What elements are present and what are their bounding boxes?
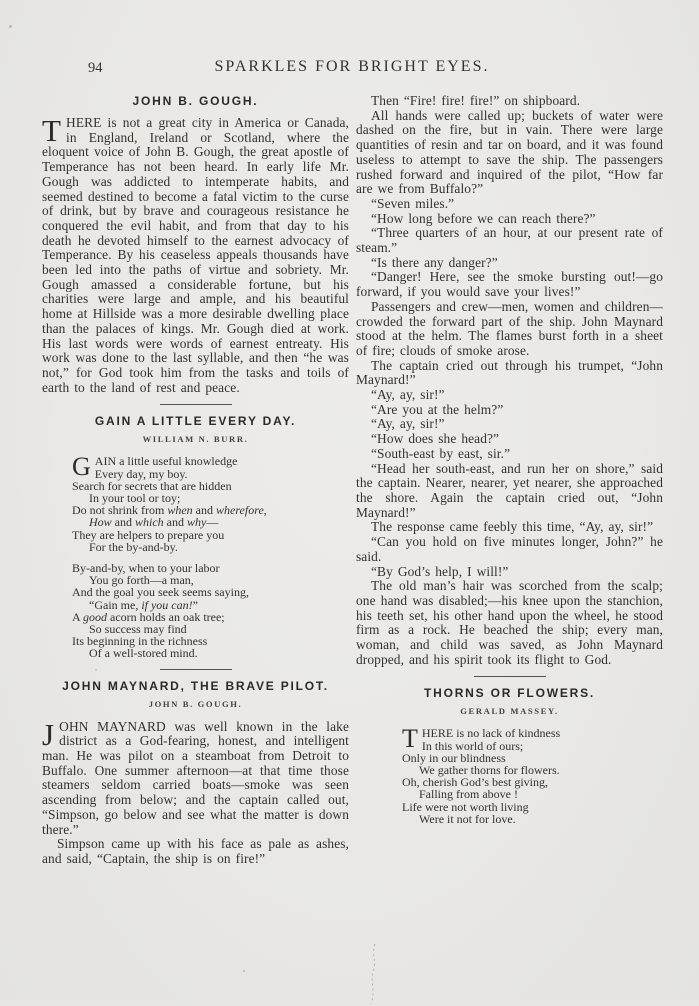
article-title-maynard: JOHN MAYNARD, THE BRAVE PILOT.	[62, 678, 329, 693]
poem-line	[89, 541, 349, 553]
scan-artifact-squiggle	[366, 942, 380, 1006]
poem-italic-text: which	[135, 515, 164, 530]
drop-cap: G	[72, 452, 91, 482]
paragraph: “Head her south-east, and run her on shore,” said the captain. Nearer, nearer, yet nearer, she approached the shore. Again the captain cried out, “John Maynard!”	[356, 460, 663, 520]
poem-gain	[72, 452, 349, 661]
poem-text: AIN a little useful knowledge	[94, 454, 238, 469]
page-number: 94	[88, 60, 103, 76]
drop-cap: T	[402, 724, 418, 754]
poem-text: —	[206, 515, 219, 530]
paragraph: “South-east by east, sir.”	[371, 445, 511, 461]
drop-cap: J	[42, 716, 55, 752]
paragraph: “Are you at the helm?”	[371, 401, 504, 417]
article-title-gough: JOHN B. GOUGH.	[132, 94, 259, 108]
poem-text: Life were not worth living	[402, 799, 529, 814]
poem-text: Every day, my boy.	[94, 466, 188, 481]
right-column	[356, 94, 663, 825]
poem-text: Of a well-stored mind.	[89, 646, 198, 661]
poem-stanza	[72, 562, 349, 660]
paragraph: “Can you hold on five minutes longer, John?” he said.	[356, 534, 663, 564]
article-title-gain: GAIN A LITTLE EVERY DAY.	[94, 414, 297, 429]
section-divider	[474, 676, 546, 677]
page-header	[42, 58, 662, 80]
scan-artifact-speck	[9, 25, 12, 28]
poem-text: So success may find	[89, 622, 187, 636]
paragraph-text: HERE is not a great city in America or Canada, in England, Ireland or Scotland, where the eloquent voice of John B. Gough, the great apostle of Temperance has not been heard. In early life Mr. Gough was addicted to intemperate habits, and seemed destined to become a fatal victim to the curse of drink, but by brave and courageous resistance he conquered the evil habit, and from that day to his death he devoted himself to the earnest advocacy of Temperance. By his ceaseless appeals thousands have been led into the paths of virtue and sobriety. Mr. Gough amassed a considerable fortune, but his charities were large and ample, and his beautiful home at Hillside was a more desirable dwelling place than the palaces of kings. Mr. Gough died at work. His last words were words of earnest entreaty. His work was done to the last syllable, and then “he was not,” for God took him from the tasks and toils of earth to the land of rest and peace.	[42, 115, 349, 395]
poem-text: and	[192, 503, 216, 518]
poem-italic-text: when	[167, 503, 193, 518]
scan-artifact-speck	[95, 669, 97, 671]
paragraph: The response came feebly this time, “Ay, ay, sir!”	[371, 519, 654, 535]
paragraph: Then “Fire! fire! fire!” on shipboard.	[371, 93, 581, 108]
poem-text: Its beginning in the richness	[72, 634, 208, 649]
poem-text: HERE is no lack of kindness	[421, 726, 561, 741]
article-author-thorns: GERALD MASSEY.	[460, 706, 559, 717]
poem-italic-text: if you can!	[141, 597, 193, 612]
article-author-maynard: JOHN B. GOUGH.	[148, 698, 243, 709]
poem-text: By-and-by, when to your labor	[72, 560, 220, 575]
poem-stanza	[72, 452, 349, 554]
poem-italic-text: wherefore	[216, 503, 264, 518]
poem-text: ,	[263, 503, 267, 518]
paragraph-text: OHN MAYNARD was well known in the lake district as a God-fearing, honest, and intelligent man. He was pilot on a steamboat from Detroit to Buffalo. One summer afternoon—at that time those steamers seldom carried boats—smoke was seen ascending from below; and the captain called out, “Simpson, go below and see what the matter is down there.”	[42, 718, 349, 837]
paragraph: “How does she head?”	[371, 431, 500, 447]
paragraph: “Ay, ay, sir!”	[371, 387, 445, 403]
poem-text: A	[72, 609, 84, 624]
poem-text: acorn holds an oak tree;	[107, 609, 225, 624]
drop-cap: T	[42, 113, 62, 148]
poem-stanza	[402, 724, 663, 826]
poem-text: And the goal you seek seems saying,	[72, 585, 249, 600]
article-author-gain: WILLIAM N. BURR.	[142, 434, 249, 445]
article-title-thorns: THORNS OR FLOWERS.	[423, 686, 596, 701]
article-gough-paragraph	[42, 113, 349, 395]
paragraph: The captain cried out through his trumpet, “John Maynard!”	[356, 357, 663, 388]
poem-italic-text: good	[83, 609, 108, 624]
paragraph: “Three quarters of an hour, at our present rate of steam.”	[356, 225, 663, 256]
paragraph: “How long before we can reach there?”	[371, 210, 596, 226]
poem-text: For the by-and-by.	[89, 539, 178, 554]
paragraph: Passengers and crew—men, women and children—crowded the forward part of the ship. John Maynard stood at the helm. The flames burst forth in a sheet of fire; clouds of smoke arose.	[356, 298, 663, 358]
poem-italic-text: How	[89, 515, 112, 530]
poem-text: We gather thorns for flowers.	[419, 763, 560, 778]
paragraph: “Is there any danger?”	[371, 254, 498, 270]
maynard-continuation	[356, 94, 663, 667]
section-divider	[160, 669, 232, 670]
paragraph: “By God’s help, I will!”	[371, 563, 509, 579]
running-title: SPARKLES FOR BRIGHT EYES.	[214, 58, 490, 75]
poem-thorns	[402, 724, 663, 826]
poem-text: They are helpers to prepare you	[72, 527, 225, 542]
paragraph: “Ay, ay, sir!”	[371, 416, 445, 432]
paragraph: The old man’s hair was scorched from the scalp; one hand was disabled;—his knee upon the stanchion, his teeth set, his other hand upon the wheel, he stood firm as a rock. He beached the ship; every man, woman, and child was saved, as John Maynard dropped, and his spirit took its flight to God.	[356, 578, 663, 667]
poem-text: “Gain me,	[89, 597, 142, 612]
poem-text: Oh, cherish God’s best giving,	[402, 775, 548, 790]
section-divider	[160, 404, 232, 405]
poem-text: In this world of ours;	[421, 738, 524, 753]
poem-italic-text: why	[187, 515, 207, 530]
poem-text: Only in our blindness	[402, 750, 506, 765]
paragraph: All hands were called up; buckets of water were dashed on the fire, but in vain. There were large quantities of resin and tar on board, and it was found useless to attempt to save the ship. The passengers rushed forward and inquired of the pilot, “How far are we from Buffalo?”	[356, 107, 663, 197]
paragraph: “Danger! Here, see the smoke bursting out!—go forward, if you would save your lives!”	[356, 269, 663, 300]
left-column	[42, 94, 349, 867]
poem-text: and	[111, 515, 135, 530]
scan-artifact-speck	[243, 970, 245, 972]
paragraph: “Seven miles.”	[371, 195, 455, 211]
poem-text: In your tool or toy;	[89, 490, 181, 505]
poem-text: Search for secrets that are hidden	[72, 478, 232, 493]
poem-text: and	[163, 515, 187, 530]
poem-text: You go forth—a man,	[89, 573, 194, 588]
article-maynard-paragraph	[42, 716, 349, 838]
article-maynard-paragraph: Simpson came up with his face as pale as ashes, and said, “Captain, the ship is on fire!”	[42, 836, 349, 866]
poem-line	[419, 813, 663, 825]
poem-text: Were it not for love.	[419, 811, 516, 826]
poem-line	[89, 647, 349, 659]
poem-text: ”	[192, 597, 198, 612]
poem-text: Do not shrink from	[72, 503, 168, 518]
poem-text: Falling from above !	[419, 787, 518, 802]
